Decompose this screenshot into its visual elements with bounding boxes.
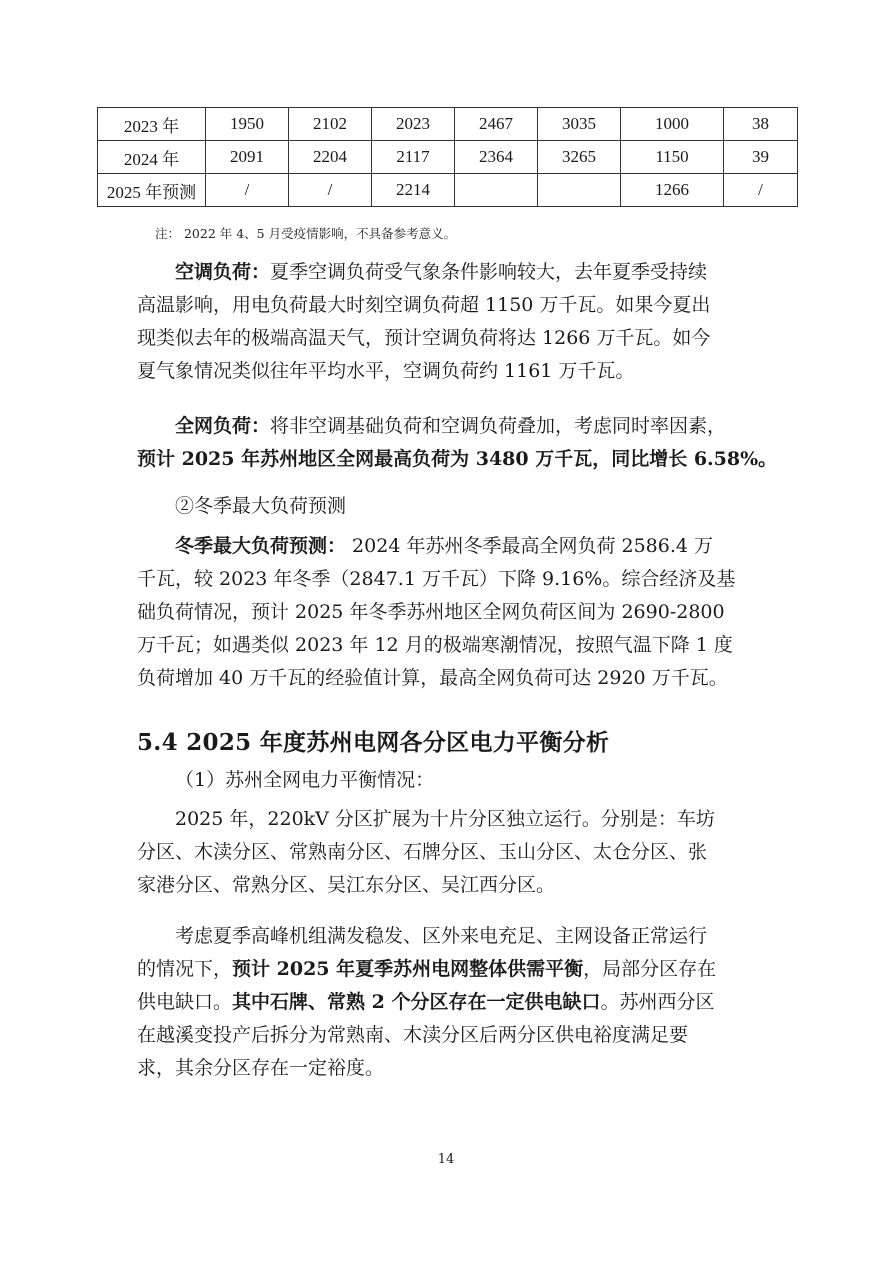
table-cell: 1950: [206, 108, 289, 141]
table-cell: /: [289, 174, 372, 207]
table-note: 注： 2022 年 4、5 月受疫情影响，不具备参考意义。: [155, 226, 457, 241]
table-cell: 2023: [372, 108, 455, 141]
table-cell: 2091: [206, 141, 289, 174]
table-row: [98, 174, 798, 207]
table-row: [98, 108, 798, 141]
table-cell: /: [206, 174, 289, 207]
balance-paragraph: 考虑夏季高峰机组满发稳发、区外来电充足、主网设备正常运行 的情况下，预计 2025 年夏季苏州电网整体供需平衡，局部分区存在 供电缺口。其中石牌、常熟 2 个分区存在一定供电缺口。苏州西分区 在越溪变投产后拆分为常熟南、木渎分区后两分区供电裕度满足要 求，其余分区存在一定裕度。: [137, 925, 717, 1079]
ac-load-paragraph: 空调负荷：夏季空调负荷受气象条件影响较大，去年夏季受持续 高温影响，用电负荷最大时刻空调负荷超 1150 万千瓦。如果今夏出 现类似去年的极端高温天气，预计空调负荷将达 1266 万千瓦。如今 夏气象情况类似往年平均水平，空调负荷约 1161 万千瓦。: [137, 261, 711, 382]
table-cell: 3035: [538, 108, 621, 141]
winter-paragraph: 冬季最大负荷预测： 2024 年苏州冬季最高全网负荷 2586.4 万 千瓦，较 2023 年冬季（2847.1 万千瓦）下降 9.16%。综合经济及基 础负荷情况，预计 2025 年冬季苏州地区全网负荷区间为 2690-2800 万千瓦；如遇类似 2023 年 12 月的极端寒潮情况，按照气温下降 1 度 负荷增加 40 万千瓦的经验值计算，最高全网负荷可达 2920 万千瓦。: [137, 535, 736, 689]
net-load-label: 全网负荷：: [175, 415, 271, 437]
section-title: 5.4 2025 年度苏州电网各分区电力平衡分析: [137, 729, 610, 756]
table-cell: 3265: [538, 141, 621, 174]
net-load-forecast: 预计 2025 年苏州地区全网最高负荷为 3480 万千瓦，同比增长 6.58%。: [137, 448, 778, 470]
winter-label: 冬季最大负荷预测：: [175, 535, 347, 557]
table-cell: 2102: [289, 108, 372, 141]
row-label-cell: 2025 年预测: [98, 174, 206, 207]
table-cell: 2214: [372, 174, 455, 207]
ac-load-label: 空调负荷：: [175, 261, 271, 283]
table-cell: 1150: [621, 141, 724, 174]
table-row: [98, 141, 798, 174]
table-cell: /: [724, 174, 798, 207]
row-label-cell: 2023 年: [98, 108, 206, 141]
table-cell: 2117: [372, 141, 455, 174]
table-cell: 39: [724, 141, 798, 174]
net-load-paragraph: 全网负荷：将非空调基础负荷和空调负荷叠加，考虑同时率因素， 预计 2025 年苏州地区全网最高负荷为 3480 万千瓦，同比增长 6.58%。: [137, 415, 778, 470]
table-cell: [455, 174, 538, 207]
table-cell: 38: [724, 108, 798, 141]
table-cell: 2364: [455, 141, 538, 174]
page-number: 14: [437, 1152, 455, 1167]
load-table: [97, 107, 798, 207]
table-cell: 2204: [289, 141, 372, 174]
subsection-heading: （1）苏州全网电力平衡情况：: [175, 769, 435, 791]
table-cell: 1000: [621, 108, 724, 141]
partition-paragraph: 2025 年，220kV 分区扩展为十片分区独立运行。分别是：车坊 分区、木渎分区、常熟南分区、石牌分区、玉山分区、太仓分区、张 家港分区、常熟分区、吴江东分区、吴江西分区。: [137, 808, 715, 896]
table-cell: 2467: [455, 108, 538, 141]
row-label-cell: 2024 年: [98, 141, 206, 174]
table-cell: 1266: [621, 174, 724, 207]
table-cell: [538, 174, 621, 207]
winter-heading: ②冬季最大负荷预测: [175, 495, 347, 517]
